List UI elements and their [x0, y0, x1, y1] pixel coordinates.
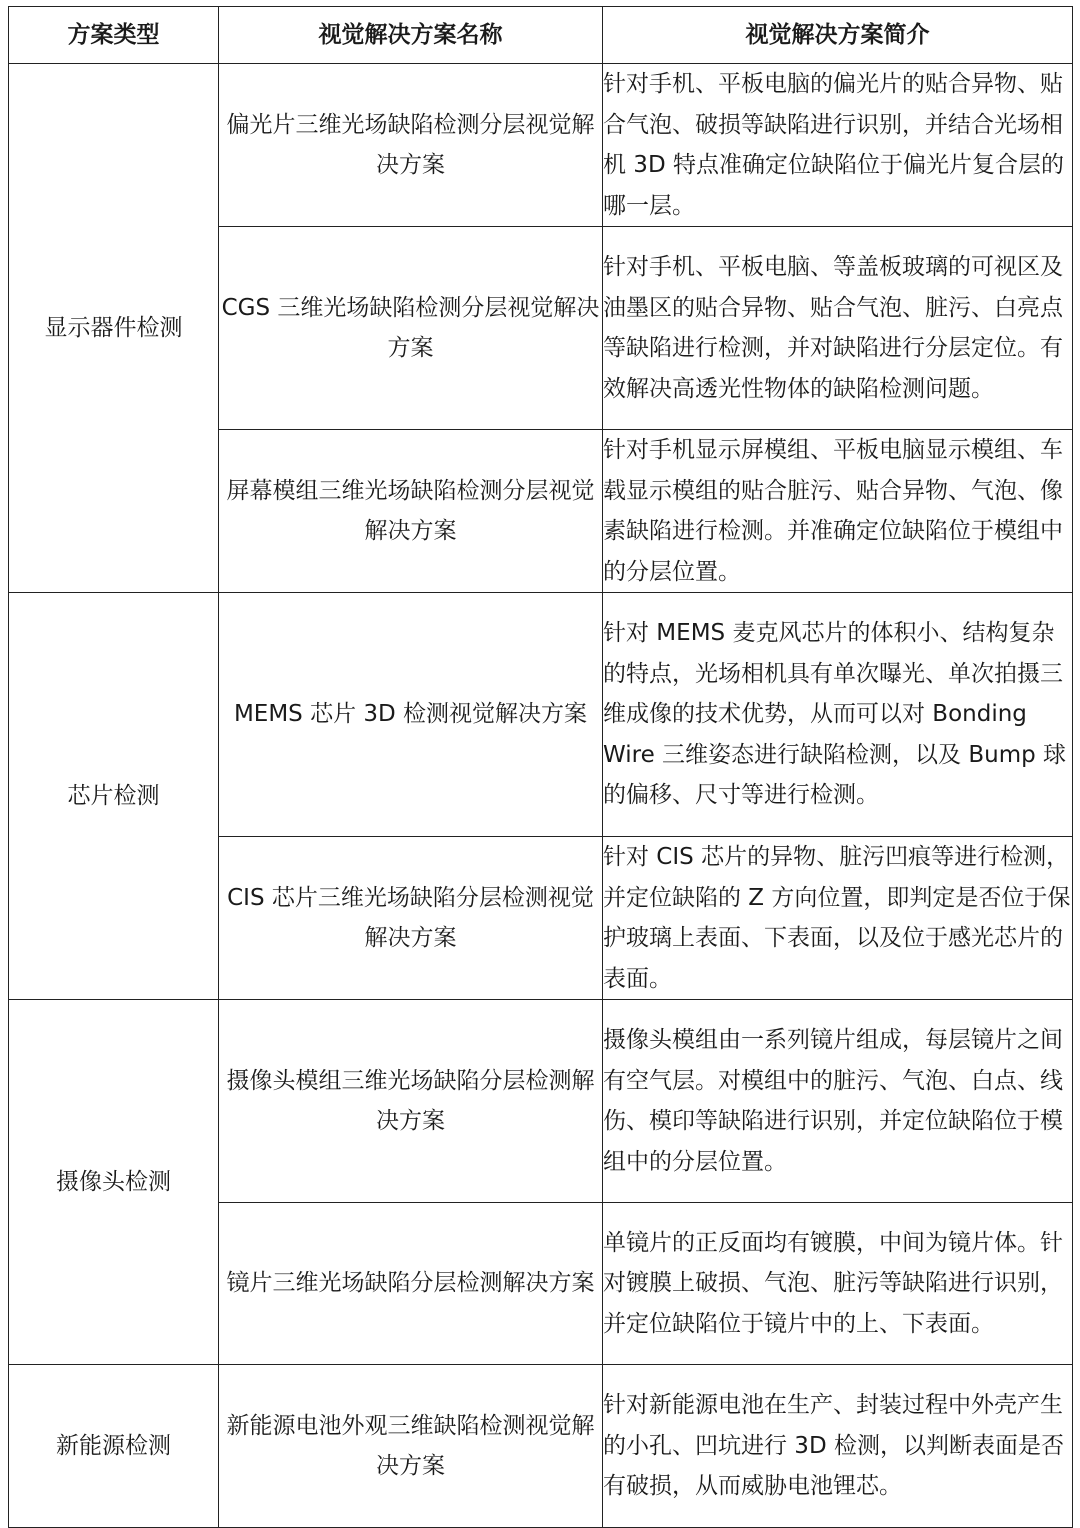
table-row — [9, 1000, 1073, 1203]
solution-name: 偏光片三维光场缺陷检测分层视觉解决方案 — [219, 64, 603, 227]
solution-description: 针对手机、平板电脑的偏光片的贴合异物、贴合气泡、破损等缺陷进行识别，并结合光场相机 3D 特点准确定位缺陷位于偏光片复合层的哪一层。 — [603, 64, 1073, 227]
solution-name: 新能源电池外观三维缺陷检测视觉解决方案 — [219, 1365, 603, 1528]
type-cell-camera: 摄像头检测 — [9, 1000, 219, 1365]
type-cell-chip: 芯片检测 — [9, 593, 219, 1000]
solution-description: 针对手机显示屏模组、平板电脑显示模组、车载显示模组的贴合脏污、贴合异物、气泡、像素缺陷进行检测。并准确定位缺陷位于模组中的分层位置。 — [603, 430, 1073, 593]
solution-description: 针对手机、平板电脑、等盖板玻璃的可视区及油墨区的贴合异物、贴合气泡、脏污、白亮点等缺陷进行检测，并对缺陷进行分层定位。有效解决高透光性物体的缺陷检测问题。 — [603, 227, 1073, 430]
header-description: 视觉解决方案简介 — [603, 7, 1073, 64]
type-cell-display: 显示器件检测 — [9, 64, 219, 593]
solutions-table — [8, 6, 1073, 1528]
solution-name: MEMS 芯片 3D 检测视觉解决方案 — [219, 593, 603, 837]
solution-description: 针对 CIS 芯片的异物、脏污凹痕等进行检测，并定位缺陷的 Z 方向位置，即判定是否位于保护玻璃上表面、下表面，以及位于感光芯片的表面。 — [603, 837, 1073, 1000]
solution-name: 屏幕模组三维光场缺陷检测分层视觉解决方案 — [219, 430, 603, 593]
type-cell-new-energy: 新能源检测 — [9, 1365, 219, 1528]
table-row — [9, 64, 1073, 227]
solution-description: 单镜片的正反面均有镀膜，中间为镜片体。针对镀膜上破损、气泡、脏污等缺陷进行识别，并定位缺陷位于镜片中的上、下表面。 — [603, 1203, 1073, 1365]
header-name: 视觉解决方案名称 — [219, 7, 603, 64]
table-row — [9, 1365, 1073, 1528]
header-type: 方案类型 — [9, 7, 219, 64]
solution-name: 摄像头模组三维光场缺陷分层检测解决方案 — [219, 1000, 603, 1203]
solution-name: 镜片三维光场缺陷分层检测解决方案 — [219, 1203, 603, 1365]
solution-name: CIS 芯片三维光场缺陷分层检测视觉解决方案 — [219, 837, 603, 1000]
table-row — [9, 593, 1073, 837]
solution-description: 针对 MEMS 麦克风芯片的体积小、结构复杂的特点，光场相机具有单次曝光、单次拍摄三维成像的技术优势，从而可以对 Bonding Wire 三维姿态进行缺陷检测，以及 Bump 球的偏移、尺寸等进行检测。 — [603, 593, 1073, 837]
header-row — [9, 7, 1073, 64]
solution-description: 针对新能源电池在生产、封装过程中外壳产生的小孔、凹坑进行 3D 检测，以判断表面是否有破损，从而威胁电池锂芯。 — [603, 1365, 1073, 1528]
solution-name: CGS 三维光场缺陷检测分层视觉解决方案 — [219, 227, 603, 430]
solution-description: 摄像头模组由一系列镜片组成，每层镜片之间有空气层。对模组中的脏污、气泡、白点、线伤、模印等缺陷进行识别，并定位缺陷位于模组中的分层位置。 — [603, 1000, 1073, 1203]
